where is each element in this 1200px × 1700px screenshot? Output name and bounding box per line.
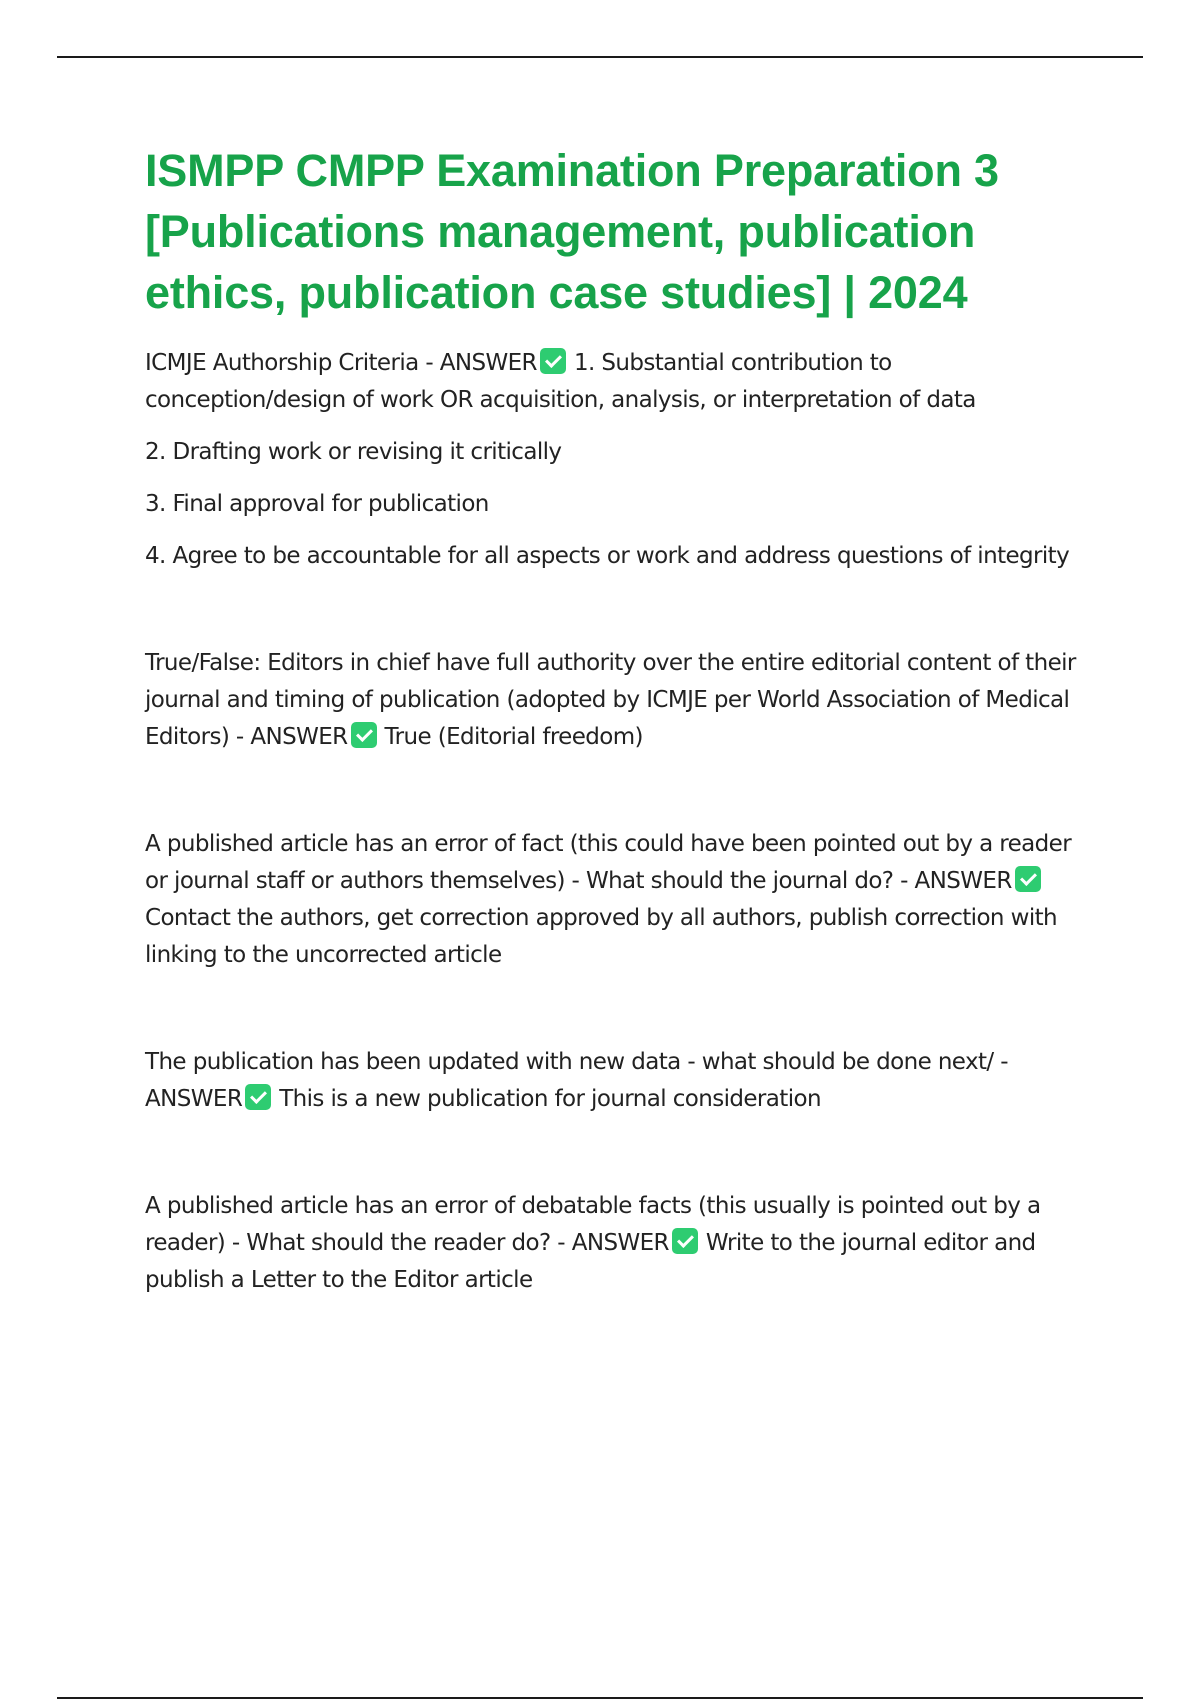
question-text: A published article has an error of debatable facts (this usually is pointed out by a reader) - What should the reader do? - ANSWER [145, 1193, 1041, 1256]
qa-entry [145, 645, 1095, 756]
qa-paragraph [145, 345, 1095, 419]
check-mark-icon [1015, 866, 1041, 892]
check-mark-icon [672, 1228, 698, 1254]
question-text: ICMJE Authorship Criteria - ANSWER [145, 350, 537, 376]
document-title: ISMPP CMPP Examination Preparation 3 [Publications management, publication ethics, publication case studies] | 2024 [145, 145, 999, 318]
qa-paragraph [145, 1044, 1095, 1118]
answer-continuation: 4. Agree to be accountable for all aspects or work and address questions of integrity [145, 543, 1070, 569]
qa-entry [145, 1188, 1095, 1299]
qa-paragraph [145, 826, 1095, 974]
document-body [145, 140, 1095, 1314]
check-mark-icon [351, 722, 377, 748]
question-text: True/False: Editors in chief have full authority over the entire editorial content of their journal and timing of publication (adopted by ICMJE per World Association of Medical Editors) - ANSWER [145, 650, 1076, 750]
bottom-rule [57, 1697, 1143, 1699]
question-text: A published article has an error of fact (this could have been pointed out by a reader or journal staff or authors themselves) - What should the journal do? - ANSWER [145, 831, 1072, 894]
answer-text: 1. Substantial contribution to conception/design of work OR acquisition, analysis, or interpretation of data [145, 350, 976, 413]
answer-text: This is a new publication for journal consideration [279, 1086, 821, 1112]
qa-paragraph [145, 645, 1095, 756]
qa-paragraph [145, 1188, 1095, 1299]
check-mark-icon [540, 348, 566, 374]
answer-text: Contact the authors, get correction approved by all authors, publish correction with linking to the uncorrected article [145, 905, 1058, 968]
qa-entry [145, 345, 1095, 575]
answer-text: True (Editorial freedom) [384, 724, 643, 750]
qa-entry [145, 826, 1095, 974]
answer-text: Write to the journal editor and publish a Letter to the Editor article [145, 1230, 1036, 1293]
top-rule [57, 56, 1143, 58]
answer-continuation: 3. Final approval for publication [145, 491, 489, 517]
qa-entry [145, 1044, 1095, 1118]
answer-continuation: 2. Drafting work or revising it critically [145, 439, 562, 465]
question-text: The publication has been updated with new data - what should be done next/ - ANSWER [145, 1049, 1008, 1112]
check-mark-icon [245, 1084, 271, 1110]
